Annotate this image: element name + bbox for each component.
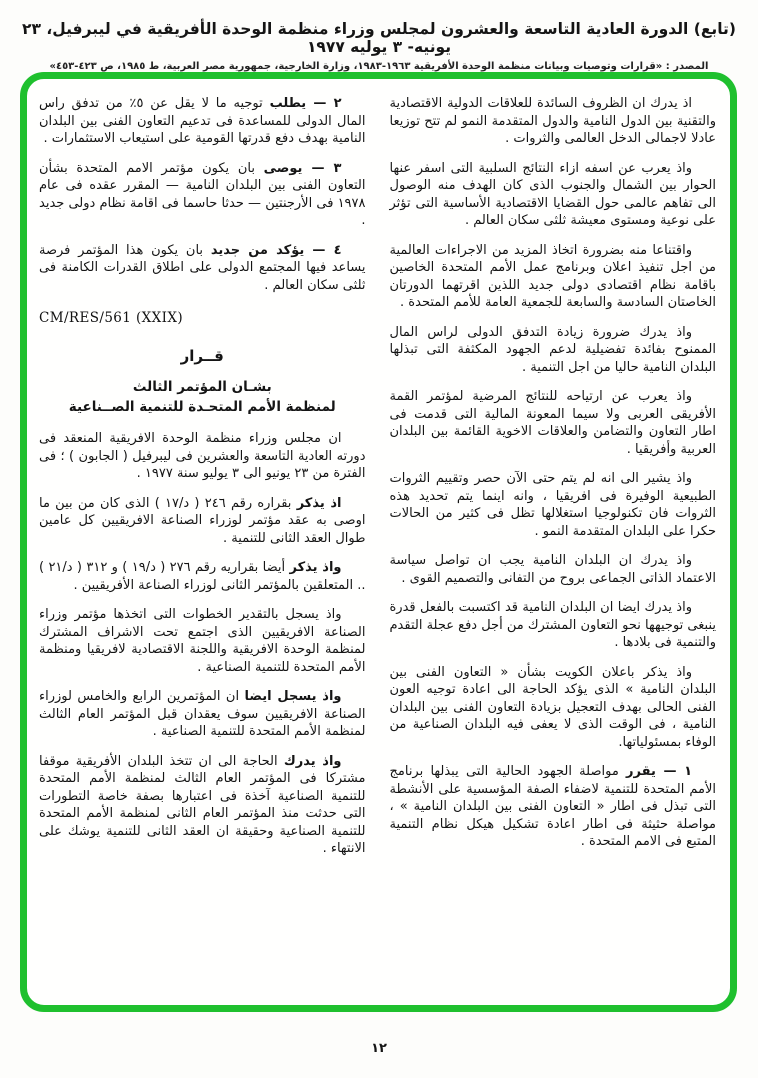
paragraph-text: مواصلة الجهود الحالية التى يبذلها برنامج الأمم المتحدة للتنمية لاضفاء الصفة المؤسسية على الأنشطة التى تبذل فى اطار « التعاون الفنى بين البلدان النامية » ، مواصلة حثيثة فى اطار اعادة تشكيل هيكل نظام التنمية المتبع فى الامم المتحدة .	[389, 764, 716, 849]
paragraph	[390, 95, 717, 148]
paragraph	[390, 664, 717, 752]
paragraph-lead: واذ يدرك	[283, 753, 342, 769]
paragraph-text: واذ يعرب عن ارتياحه للنتائج المرضية لمؤتمر القمة الأفريقى العربى ولا سيما المعونة المالية التى قدمت فى اطار التعاون والتضامن والعلاقات الاخوية القائمة بين البلدان العربية وأفريقيا .	[389, 389, 716, 457]
two-column-layout	[39, 95, 716, 997]
paragraph	[39, 606, 366, 676]
paragraph-text: واذ يسجل بالتقدير الخطوات التى اتخذها مؤتمر وزراء الصناعة الافريقيين الذى اجتمع تحت الاشراف المشترك لمنظمة الوحدة الافريقية واللجنة الاقتصادية لافريقيا ومنظمة الأمم المتحدة للتنمية الصناعية .	[39, 607, 366, 675]
document-frame	[20, 72, 737, 1012]
paragraph	[39, 559, 366, 594]
left-column	[39, 95, 366, 997]
paragraph-text: واذ يعرب عن اسفه ازاء النتائج السلبية التى اسفر عنها الحوار بين الشمال والجنوب الذى كان الهدف منه الوصول الى تفاهم عالمى حول القضايا الاقتصادية الأساسية التى تؤثر على نوعية ومستوى معيشة ثلثى سكان العالم .	[389, 160, 716, 228]
paragraph-text: بان يكون هذا المؤتمر فرصة يساعد فيها المجتمع الدولى على اطلاق القدرات الكامنة فى ثلثى سكان العالم .	[39, 242, 366, 293]
paragraph-text: أيضا بقراريه رقم ٢٧٦ ( د/١٩ ) و ٣١٢ ( د/٢١ ) .. المتعلقين بالمؤتمر الثانى لوزراء الصناعة الأفريقيين .	[39, 560, 366, 593]
paragraph	[390, 160, 717, 230]
paragraph-lead: ٤ — يؤكد من جديد	[210, 242, 342, 258]
paragraph	[390, 242, 717, 312]
paragraph-text: ان مجلس وزراء منظمة الوحدة الافريقية المنعقد فى دورته العادية التاسعة والعشرين فى ليبرفيل ( الجابون ) ؛ فى الفترة من ٢٣ يونيو الى ٣ يوليو سنة ١٩٧٧ .	[39, 431, 366, 481]
page-header	[0, 0, 758, 72]
resolution-title: قــرار	[180, 346, 224, 365]
paragraph	[39, 495, 366, 548]
paragraph-text: الحاجة الى ان تتخذ البلدان الأفريقية موقفا مشتركا فى المؤتمر العام الثالث لمنظمة الأمم المتحدة للتنمية الصناعية آخذة فى اعتبارها بصفة خاصة التطورات التى حدثت منذ المؤتمر العام الثانى لمنظمة الأمم المتحدة للتنمية الصناعية وحقيقة ان العقد الثانى للتنمية يوشك على الانتهاء .	[39, 753, 366, 856]
paragraph	[39, 95, 366, 148]
paragraph	[390, 470, 717, 540]
resolution-reference: CM/RES/561 (XXIX)	[39, 310, 184, 326]
paragraph-text: توجيه ما لا يقل عن ٥٪ من تدفق راس المال الدولى للمساعدة فى تدعيم التعاون الفنى بين البلدان النامية بهدف دفع قدرتها القومية على استيعاب الاستثمارات .	[39, 96, 366, 146]
paragraph-text: واذ يدرك ان البلدان النامية يجب ان تواصل سياسة الاعتماد الذاتى الجماعى بروح من التفانى والتصميم القوى .	[389, 553, 716, 586]
paragraph-text: واذ يدرك ايضا ان البلدان النامية قد اكتسبت بالفعل قدرة ينبغى توجيهها نحو التعاون المشترك من أجل دفع عجلة التقدم والتنمية فى بلادها .	[389, 600, 716, 650]
paragraph-text: واذ يشير الى انه لم يتم حتى الآن حصر وتقييم الثروات الطبيعية الوفيرة فى افريقيا ، وانه اينما يتم تحديد هذه الثروات فان تكنولوجيا استغلالها تظل فى كثير من الحالات حكرا على البلدان المتقدمة النمو .	[389, 471, 716, 539]
paragraph	[39, 753, 366, 858]
paragraph	[390, 324, 717, 377]
session-title: (تابع) الدورة العادية التاسعة والعشرون لمجلس وزراء منظمة الوحدة الأفريقية في ليبرفيل، ٢٣ يونيه- ٣ يوليه ١٩٧٧	[22, 20, 736, 56]
paragraph	[390, 388, 717, 458]
paragraph-text: واقتناعا منه بضرورة اتخاذ المزيد من الاجراءات العالمية من اجل تنفيذ اعلان وبرنامج عمل الأمم المتحدة الخاصين باقامة نظام اقتصادى دولى جديد اللذين اقرتهما الدورتان الخاصتان السادسة والسابعة للجمعية العامة للأمم المتحدة .	[389, 242, 716, 310]
paragraph	[39, 430, 366, 483]
paragraph	[39, 160, 366, 230]
paragraph	[390, 763, 717, 851]
resolution-subtitle: لمنظمة الأمم المتحـدة للتنمية الصــناعية	[68, 398, 336, 415]
paragraph	[39, 688, 366, 741]
right-column	[390, 95, 717, 997]
source-citation: المصدر : «قرارات وتوصيات وبيانات منظمة الوحدة الأفريقية ١٩٦٣-١٩٨٣، وزارة الخارجية، جمهورية مصر العربية، ط ١٩٨٥، ص ٤٢٣-٤٥٣»	[49, 61, 709, 72]
paragraph-lead: ٣ — يوصى	[263, 160, 342, 176]
paragraph-lead: واذ يسجل ايضا	[244, 689, 342, 704]
resolution-subtitle: بشـان المؤتمر الثالث	[132, 379, 272, 395]
paragraph-text: بان يكون مؤتمر الامم المتحدة بشأن التعاون الفنى بين البلدان النامية — المقرر عقده فى عام ١٩٧٨ فى الأرجنتين — حدثا حاسما فى اقامة نظام دولى جديد .	[39, 160, 366, 228]
paragraph-lead: ١ — يقرر	[626, 764, 692, 779]
paragraph	[39, 242, 366, 295]
paragraph-text: واذ يدرك ضرورة زيادة التدفق الدولى لراس المال الممنوح بفائدة تفضيلية لدعم الجهود المكثفة التى تبذلها البلدان النامية حاليا من اجل التنمية .	[389, 324, 716, 375]
paragraph-lead: واذ يذكر	[289, 560, 342, 575]
paragraph-lead: اذ يذكر	[296, 495, 342, 511]
paragraph-text: واذ يذكر باعلان الكويت بشأن « التعاون الفنى بين البلدان النامية » الذى يؤكد الحاجة الى اعادة توجيه العون الفنى الحالى بهدف التعجيل بزيادة التعاون الفنى بين البلدان النامية ، فى الوقت الذى لا يعفى فيه البلدان الصناعية من الوفاء بمسئولياتها.	[389, 664, 716, 750]
paragraph	[390, 599, 717, 652]
page-number: ١٢	[371, 1041, 387, 1056]
paragraph	[390, 552, 717, 587]
paragraph-lead: ٢ — يطلب	[269, 96, 342, 111]
paragraph-text: اذ يدرك ان الظروف السائدة للعلاقات الدولية الاقتصادية والتقنية بين الدول النامية والدول المتقدمة النمو لم تتح توزيعا عادلا لاجمالى الدخل العالمى والثروات .	[389, 96, 716, 146]
paragraph-text: بقراره رقم ٢٤٦ ( د/١٧ ) الذى كان من بين ما اوصى به عقد مؤتمر لوزراء الصناعة الافريقيين كل عامين طوال العقد الثانى للتنمية .	[39, 495, 366, 546]
paragraph-text: ان المؤتمرين الرابع والخامس لوزراء الصناعة الافريقيين سوف يعقدان قبل المؤتمر العام الثالث لمنظمة الأمم المتحدة للتنمية الصناعية .	[39, 689, 366, 739]
